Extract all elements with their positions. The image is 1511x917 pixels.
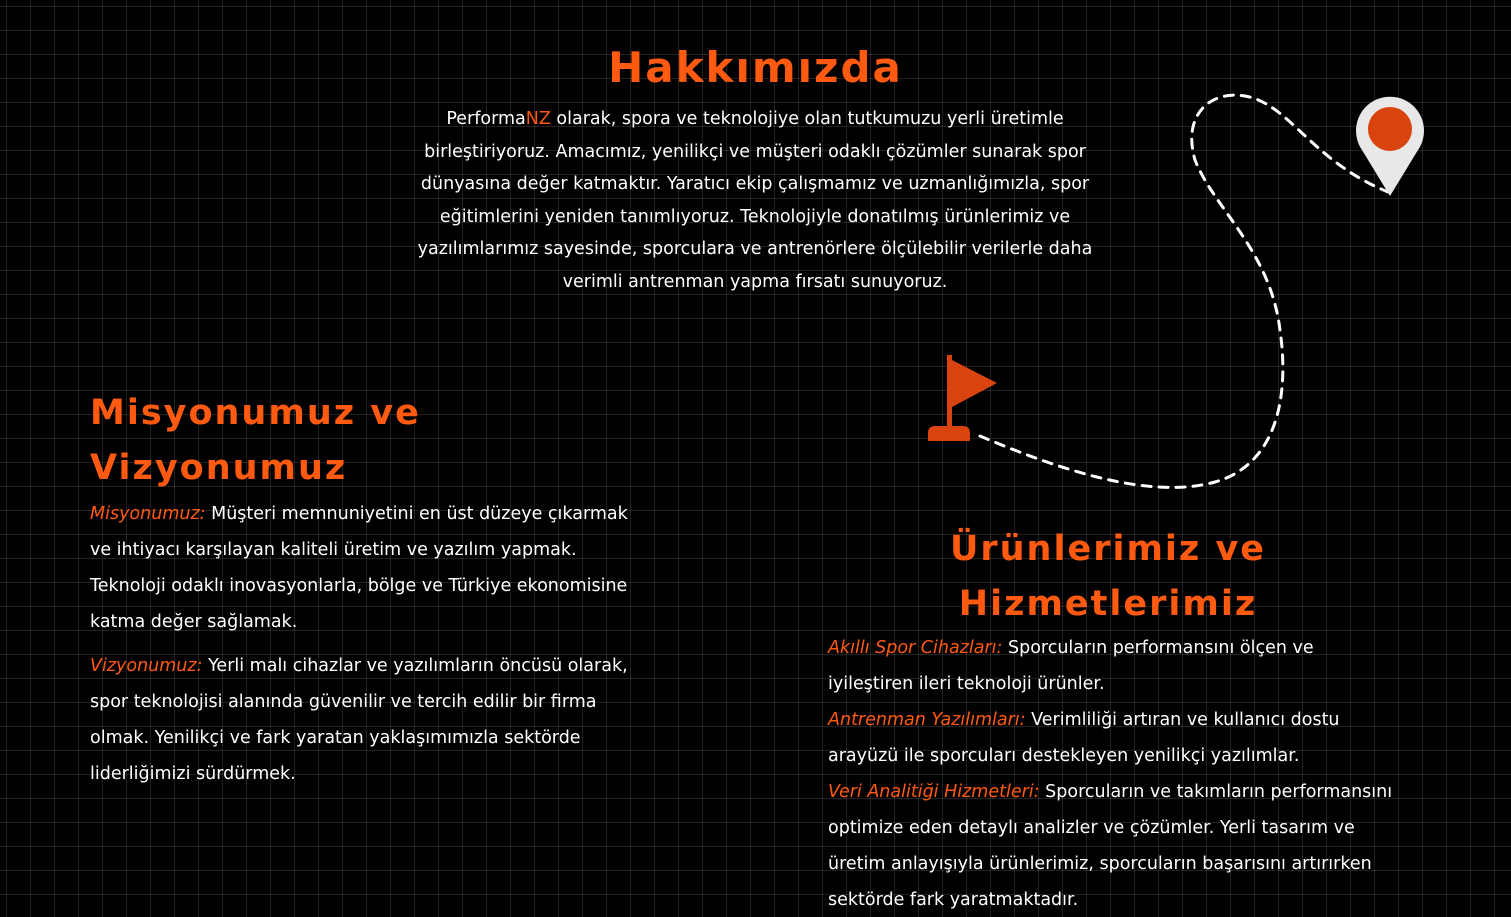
products-services-body <box>828 630 1398 917</box>
brand-accent: NZ <box>525 109 551 129</box>
about-title: Hakkımızda <box>608 43 903 92</box>
mission-text: Müşteri memnuniyetini en üst düzeye çıkarmak ve ihtiyacı karşılayan kaliteli üretim ve yazılım yapmak. Teknoloji odaklı inovasyonlarla, bölge ve Türkiye ekonomisine katma değer sağlamak. <box>90 504 628 632</box>
about-description: olarak, spora ve teknolojiye olan tutkumuzu yerli üretimle birleştiriyoruz. Amacımız, yenilikçi ve müşteri odaklı çözümler sunarak spor dünyasına değer katmaktır. Yaratıcı ekip çalışmamız ve uzmanlığımızla, spor eğitimlerini yeniden tanımlıyoruz. Teknolojiyle donatılmış ürünlerimiz ve yazılımlarımız sayesinde, sporculara ve antrenörlere ölçülebilir verilerle daha verimli antrenman yapma fırsatı sunuyoruz. <box>417 109 1093 292</box>
product-item-label: Akıllı Spor Cihazları: <box>828 638 1003 658</box>
mission-paragraph <box>90 496 650 640</box>
product-item-label: Antrenman Yazılımları: <box>828 710 1026 730</box>
vision-text: Yerli malı cihazlar ve yazılımların öncüsü olarak, spor teknolojisi alanında güvenilir ve tercih edilir bir firma olmak. Yenilikçi ve fark yaratan yaklaşımımızla sektörde liderliğimizi sürdürmek. <box>90 656 628 784</box>
flag-icon <box>928 355 997 441</box>
vision-paragraph <box>90 648 650 792</box>
product-item-text: Verimliliği artıran ve kullanıcı dostu arayüzü ile sporcuları destekleyen yenilikçi yazılımlar. <box>828 710 1340 766</box>
mission-vision-body <box>90 496 650 800</box>
product-item-text: Sporcuların performansını ölçen ve iyileştiren ileri teknoloji ürünler. <box>828 638 1314 694</box>
vision-label: Vizyonumuz: <box>90 656 203 676</box>
mission-vision-title: Misyonumuz ve Vizyonumuz <box>90 393 421 488</box>
product-item <box>828 774 1398 917</box>
product-item-text: Sporcuların ve takımların performansını optimize eden detaylı analizler ve çözümler. Yerli tasarım ve üretim anlayışıyla ürünlerimiz, sporcuların başarısını artırırken sektörde fark yaratmaktadır. <box>828 782 1393 910</box>
brand-prefix: Performa <box>446 109 526 129</box>
mission-label: Misyonumuz: <box>90 504 206 524</box>
products-services-title: Ürünlerimiz ve Hizmetlerimiz <box>949 529 1267 624</box>
about-text <box>405 103 1105 298</box>
product-item <box>828 702 1398 774</box>
product-item <box>828 630 1398 702</box>
product-item-label: Veri Analitiği Hizmetleri: <box>828 782 1040 802</box>
